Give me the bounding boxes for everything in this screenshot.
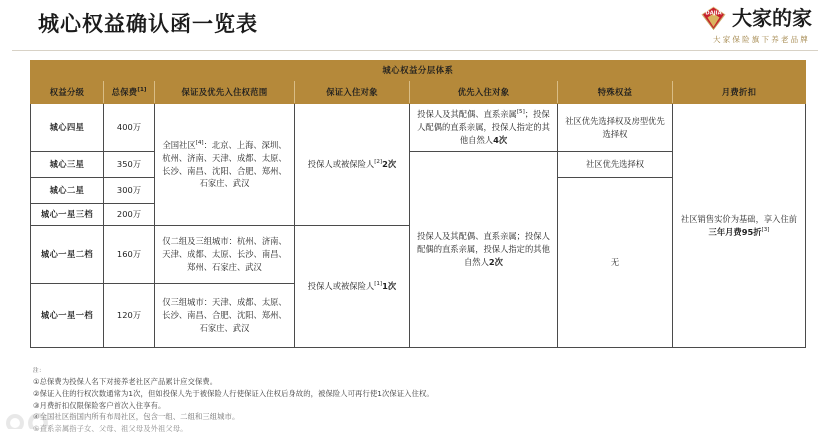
tier-name: 城心一星二档 [31, 226, 104, 284]
scope-two-three-group: 仅二组及三组城市：杭州、济南、天津、成都、太原、长沙、南昌、郑州、石家庄、武汉 [155, 226, 295, 284]
col-header-priority [410, 81, 558, 104]
emphasis: 三年月费95折 [708, 226, 762, 237]
footnote-marker: [3] [761, 226, 770, 233]
col-header-guaranteed [295, 81, 410, 104]
table-band-title: 城心权益分层体系 [31, 61, 806, 81]
col-header-premium-sup: [1] [137, 86, 147, 93]
special-rights-three-star: 社区优先选择权 [558, 152, 673, 178]
table-header-row [31, 81, 806, 104]
scope-three-group: 仅三组城市：天津、成都、太原、长沙、南昌、合肥、沈阳、郑州、石家庄、武汉 [155, 284, 295, 348]
footnote-item-5: ⑤直系亲属指子女、父母、祖父母及外祖父母。 [33, 424, 188, 434]
emphasis: 1次 [382, 281, 397, 292]
page-title: 城心权益确认函一览表 [38, 12, 258, 36]
footnote-item-3: ③月费折扣仅限保险客户首次入住享有。 [33, 400, 166, 410]
tier-name: 城心一星一档 [31, 284, 104, 348]
col-header-discount-label: 月费折扣 [721, 86, 757, 97]
monthly-discount: 社区销售实价为基础，享入住前三年月费95折[3] [673, 104, 806, 348]
footnote-marker: [2] [374, 159, 383, 166]
footnote-marker: [4] [195, 140, 204, 147]
footnotes [33, 366, 813, 435]
footnote-item-1: ①总保费为投保人名下对接养老社区产品累计应交保费。 [33, 377, 218, 386]
emphasis: 2次 [488, 256, 503, 267]
priority-object-top: 投保人及其配偶、直系亲属[5]；投保人配偶的直系亲属，投保人指定的其他自然人4次 [410, 104, 558, 152]
footnotes-label: 注： [33, 368, 45, 374]
guaranteed-object-rest: 投保人或被保险人[1]1次 [295, 226, 410, 348]
table-band-row [31, 61, 806, 81]
footnote-item-4: ④全国社区指国内所有布局社区，包含一组、二组和三组城市。 [33, 412, 240, 422]
col-header-special [558, 81, 673, 104]
svg-text:DAJIA: DAJIA [705, 9, 722, 16]
scope-all-communities: 全国社区[4]：北京、上海、深圳、杭州、济南、天津、成都、太原、长沙、南昌、沈阳、合肥、郑州、石家庄、武汉 [155, 104, 295, 226]
brand-tagline: 大家保险旗下养老品牌 [713, 35, 810, 44]
dajia-diamond-icon [700, 5, 727, 31]
special-rights-none: 无 [558, 178, 673, 348]
brand-logo [637, 4, 812, 46]
footnote-marker: [1] [374, 281, 383, 288]
tier-name: 城心四星 [31, 104, 104, 152]
col-header-premium [104, 81, 155, 104]
priority-object-rest: 投保人及其配偶、直系亲属；投保人配偶的直系亲属，投保人指定的其他自然人2次 [410, 152, 558, 348]
tier-premium: 120万 [104, 284, 155, 348]
tier-premium: 350万 [104, 152, 155, 178]
col-header-tier-label: 权益分级 [49, 86, 85, 97]
brand-name: 大家的家 [732, 5, 812, 30]
col-header-scope-label: 保证及优先入住权范围 [181, 86, 268, 97]
benefits-table [30, 60, 806, 348]
special-rights-four-star: 社区优先选择权及房型优先选择权 [558, 104, 673, 152]
emphasis: 4次 [493, 134, 508, 145]
tier-name: 城心二星 [31, 178, 104, 204]
col-header-guaranteed-label: 保证入住对象 [326, 86, 378, 97]
col-header-premium-label: 总保费 [111, 86, 138, 97]
col-header-priority-label: 优先入住对象 [457, 86, 510, 97]
footnote-item-2: ②保证入住的行权次数通常为1次，但如投保人先于被保险人行使保证入住权后身故的，被保险人可再行使1次保证入住权。 [33, 388, 434, 398]
col-header-scope [155, 81, 295, 104]
tier-premium: 160万 [104, 226, 155, 284]
emphasis: 2次 [382, 159, 397, 170]
col-header-tier [31, 81, 104, 104]
table-row [31, 104, 806, 152]
col-header-discount [673, 81, 806, 104]
benefits-table-container [30, 60, 805, 348]
tier-name: 城心一星三档 [31, 204, 104, 226]
header-divider [12, 50, 818, 51]
tier-premium: 200万 [104, 204, 155, 226]
tier-premium: 300万 [104, 178, 155, 204]
guaranteed-object-top: 投保人或被保险人[2]2次 [295, 104, 410, 226]
footnote-marker: [5] [516, 109, 525, 116]
tier-premium: 400万 [104, 104, 155, 152]
col-header-special-label: 特殊权益 [597, 86, 633, 97]
page-header [0, 0, 830, 51]
tier-name: 城心三星 [31, 152, 104, 178]
